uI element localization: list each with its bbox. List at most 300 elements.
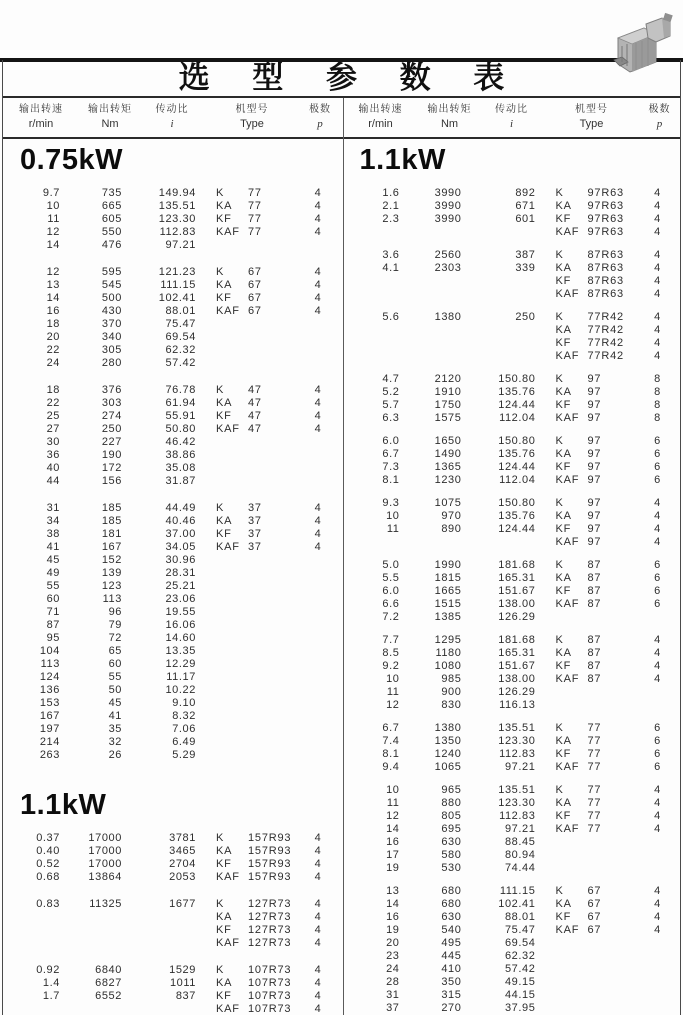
cell-ratio: 55.91 (165, 410, 196, 422)
table-row (16, 593, 342, 606)
cell-output-torque (400, 350, 462, 363)
cell-spacer (196, 410, 216, 423)
table-row (356, 523, 682, 536)
cell-output-speed: 7.3 (382, 461, 400, 473)
cell-spacer (196, 684, 216, 697)
cell-type-prefix: K (216, 898, 225, 910)
table-block (356, 373, 682, 425)
cell-poles (300, 449, 336, 462)
table-row (356, 226, 682, 239)
cell-spacer (536, 474, 556, 487)
cell-poles: 4 (654, 200, 661, 212)
cell-type-prefix: KA (555, 572, 572, 584)
cell-spacer (536, 262, 556, 275)
cell-poles (300, 645, 336, 658)
cell-type-size (248, 736, 300, 749)
cell-type-prefix (216, 344, 248, 357)
cell-output-speed: 23 (386, 950, 400, 962)
cell-output-torque: 96 (108, 606, 122, 618)
cell-output-speed: 7.7 (382, 634, 400, 646)
cell-output-speed: 3.6 (382, 249, 400, 261)
cell-type-prefix: KF (555, 337, 572, 349)
cell-type-prefix (216, 697, 248, 710)
cell-type-size: 67 (587, 898, 602, 910)
table-row (356, 598, 682, 611)
cell-ratio: 25.21 (165, 580, 196, 592)
cell-output-torque: 1230 (434, 474, 462, 486)
cell-type-size: 77R42 (587, 337, 624, 349)
cell-spacer (536, 337, 556, 350)
cell-ratio: 1677 (169, 898, 196, 910)
column-header-unit: i (170, 118, 174, 130)
cell-output-torque: 172 (101, 462, 122, 474)
cell-spacer (536, 510, 556, 523)
table-block (356, 722, 682, 774)
cell-ratio: 150.80 (498, 497, 536, 509)
table-block (356, 634, 682, 712)
cell-output-torque (400, 288, 462, 301)
table-row (356, 412, 682, 425)
cell-spacer (536, 226, 556, 239)
cell-output-speed: 37 (386, 1002, 400, 1014)
table-row (16, 964, 342, 977)
cell-spacer (196, 528, 216, 541)
cell-type-prefix: KAF (555, 823, 580, 835)
cell-ratio: 44.15 (504, 989, 536, 1001)
cell-type-prefix: KA (216, 397, 233, 409)
cell-type-size: 97 (587, 412, 602, 424)
cell-spacer (536, 1002, 556, 1015)
cell-poles: 6 (654, 559, 661, 571)
cell-spacer (196, 292, 216, 305)
cell-poles (640, 862, 676, 875)
table-row (356, 572, 682, 585)
cell-spacer (536, 797, 556, 810)
cell-spacer (196, 213, 216, 226)
cell-poles: 4 (314, 977, 322, 989)
table-row (356, 585, 682, 598)
cell-output-speed (16, 911, 60, 924)
cell-type-size: 87R63 (587, 275, 624, 287)
column-header-unit: r/min (368, 118, 393, 130)
cell-poles: 6 (654, 448, 661, 460)
cell-ratio: 75.47 (504, 924, 536, 936)
cell-spacer (196, 645, 216, 658)
table-row (16, 671, 342, 684)
table-row (356, 963, 682, 976)
cell-type-prefix: KAF (555, 474, 580, 486)
cell-type-prefix: K (216, 187, 225, 199)
cell-output-speed: 12 (46, 226, 60, 238)
cell-type-prefix: KF (555, 213, 572, 225)
cell-poles: 4 (654, 673, 661, 685)
cell-output-torque: 181 (101, 528, 122, 540)
cell-output-speed: 20 (386, 937, 400, 949)
cell-type-size: 47 (248, 423, 262, 435)
cell-poles: 4 (654, 911, 661, 923)
cell-type-prefix: KAF (216, 305, 240, 317)
cell-output-torque: 227 (101, 436, 122, 448)
cell-type-prefix: KF (555, 810, 572, 822)
cell-spacer (536, 976, 556, 989)
cell-spacer (196, 593, 216, 606)
cell-ratio: 102.41 (498, 898, 536, 910)
cell-poles: 4 (314, 279, 322, 291)
cell-poles: 6 (654, 748, 661, 760)
cell-ratio: 7.06 (172, 723, 196, 735)
cell-poles: 6 (654, 761, 661, 773)
cell-ratio: 135.76 (498, 448, 536, 460)
table-block (16, 502, 342, 762)
cell-ratio: 671 (515, 200, 536, 212)
cell-type-size: 87 (587, 598, 602, 610)
cell-output-speed: 2.3 (382, 213, 400, 225)
table-row (16, 858, 342, 871)
cell-ratio: 138.00 (498, 598, 536, 610)
cell-output-torque: 890 (441, 523, 462, 535)
cell-poles: 4 (314, 305, 322, 317)
cell-spacer (536, 350, 556, 363)
cell-poles (300, 671, 336, 684)
cell-spacer (196, 658, 216, 671)
cell-output-torque: 476 (101, 239, 122, 251)
cell-ratio: 135.51 (498, 722, 536, 734)
cell-output-speed: 44 (46, 475, 60, 487)
cell-output-torque: 65 (108, 645, 122, 657)
cell-spacer (196, 475, 216, 488)
cell-output-torque: 1750 (434, 399, 462, 411)
cell-spacer (536, 989, 556, 1002)
table-row (356, 911, 682, 924)
cell-spacer (536, 598, 556, 611)
cell-output-speed: 11 (386, 523, 400, 535)
cell-type-size: 67 (587, 885, 602, 897)
cell-output-torque: 680 (441, 885, 462, 897)
cell-poles: 4 (314, 515, 322, 527)
table-row (16, 462, 342, 475)
cell-output-speed: 5.6 (382, 311, 400, 323)
cell-spacer (536, 585, 556, 598)
cell-output-speed: 14 (386, 823, 400, 835)
cell-type-size: 67 (248, 292, 262, 304)
cell-output-torque: 305 (101, 344, 122, 356)
cell-type-size (248, 632, 300, 645)
cell-output-speed: 60 (46, 593, 60, 605)
cell-ratio: 339 (515, 262, 536, 274)
cell-poles: 6 (654, 435, 661, 447)
cell-output-speed: 40 (46, 462, 60, 474)
cell-spacer (196, 671, 216, 684)
power-section (16, 143, 342, 762)
cell-spacer (196, 871, 216, 884)
cell-output-torque: 680 (441, 898, 462, 910)
table-row (356, 559, 682, 572)
cell-type-size: 67 (587, 924, 602, 936)
cell-poles: 6 (654, 474, 661, 486)
cell-output-speed: 13 (46, 279, 60, 291)
cell-output-torque: 6827 (95, 977, 122, 989)
cell-type-size: 97 (587, 386, 602, 398)
cell-output-torque: 315 (441, 989, 462, 1001)
cell-output-torque: 695 (441, 823, 462, 835)
cell-output-torque: 445 (441, 950, 462, 962)
cell-poles: 4 (654, 823, 661, 835)
cell-type-prefix: K (216, 384, 225, 396)
cell-output-torque: 376 (101, 384, 122, 396)
section-title: 0.75kW (20, 144, 123, 176)
cell-poles (300, 331, 336, 344)
cell-type-prefix: K (555, 311, 564, 323)
cell-ratio (462, 536, 536, 549)
cell-poles: 4 (654, 226, 661, 238)
cell-type-size (588, 937, 640, 950)
cell-ratio: 23.06 (165, 593, 196, 605)
cell-type-size: 97 (587, 373, 602, 385)
cell-poles: 4 (654, 311, 661, 323)
cell-output-speed (356, 337, 400, 350)
cell-type-prefix (556, 836, 588, 849)
cell-ratio: 102.41 (158, 292, 196, 304)
page-title: 选 型 参 数 表 (178, 60, 522, 95)
cell-ratio: 10.22 (165, 684, 196, 696)
cell-spacer (536, 213, 556, 226)
cell-ratio: 126.29 (498, 686, 536, 698)
cell-output-speed (356, 350, 400, 363)
cell-ratio: 112.04 (499, 474, 536, 486)
cell-output-torque: 1240 (434, 748, 462, 760)
cell-spacer (196, 502, 216, 515)
cell-output-torque: 1990 (434, 559, 462, 571)
cell-type-size: 107R73 (248, 977, 292, 989)
cell-poles (300, 462, 336, 475)
cell-output-torque: 50 (108, 684, 122, 696)
cell-spacer (196, 845, 216, 858)
cell-spacer (196, 226, 216, 239)
cell-output-torque: 303 (101, 397, 122, 409)
cell-type-prefix: K (216, 502, 225, 514)
cell-output-speed: 14 (386, 898, 400, 910)
cell-poles (300, 318, 336, 331)
cell-ratio: 387 (515, 249, 536, 261)
cell-type-size: 37 (248, 515, 262, 527)
cell-ratio: 3465 (169, 845, 196, 857)
cell-output-torque: 6840 (95, 964, 122, 976)
cell-output-torque: 152 (101, 554, 122, 566)
cell-output-torque: 139 (101, 567, 122, 579)
cell-spacer (196, 964, 216, 977)
cell-type-prefix: KF (216, 858, 232, 870)
cell-output-speed: 2.1 (382, 200, 400, 212)
cell-ratio: 46.42 (165, 436, 196, 448)
cell-poles: 4 (654, 350, 661, 362)
cell-type-prefix: KA (555, 200, 572, 212)
cell-poles: 4 (314, 937, 322, 949)
cell-type-prefix: KAF (555, 226, 580, 238)
cell-type-size: 67 (587, 911, 602, 923)
cell-ratio: 837 (175, 990, 196, 1002)
cell-type-size: 47 (248, 410, 262, 422)
cell-output-speed: 1.7 (42, 990, 60, 1002)
cell-poles: 4 (314, 423, 322, 435)
section-title: 1.1kW (20, 789, 107, 821)
table-row (356, 200, 682, 213)
cell-type-size: 97 (587, 474, 602, 486)
cell-poles: 4 (654, 510, 661, 522)
cell-spacer (196, 567, 216, 580)
cell-type-size (248, 239, 300, 252)
cell-type-prefix (216, 684, 248, 697)
cell-output-speed: 9.3 (382, 497, 400, 509)
table-row (356, 474, 682, 487)
cell-ratio: 69.54 (504, 937, 536, 949)
cell-output-torque: 190 (101, 449, 122, 461)
cell-output-torque: 250 (101, 423, 122, 435)
cell-output-speed: 20 (46, 331, 60, 343)
table-row (356, 399, 682, 412)
cell-type-size: 127R73 (248, 911, 292, 923)
cell-output-torque: 900 (441, 686, 462, 698)
cell-ratio (462, 324, 536, 337)
cell-poles (640, 976, 676, 989)
cell-output-torque: 1575 (434, 412, 462, 424)
table-block (356, 497, 682, 549)
cell-output-torque (60, 911, 122, 924)
cell-ratio: 112.04 (499, 412, 536, 424)
table-row (16, 541, 342, 554)
cell-type-prefix: K (216, 832, 225, 844)
cell-type-size: 77 (248, 187, 262, 199)
cell-output-torque: 274 (101, 410, 122, 422)
column-header-unit: p (656, 118, 663, 130)
cell-ratio: 62.32 (165, 344, 196, 356)
cell-poles (640, 950, 676, 963)
cell-output-speed: 5.2 (382, 386, 400, 398)
table-block (356, 249, 682, 301)
cell-output-speed: 4.7 (382, 373, 400, 385)
table-row (356, 435, 682, 448)
cell-ratio: 151.67 (498, 660, 536, 672)
cell-output-torque: 545 (101, 279, 122, 291)
cell-output-torque: 530 (441, 862, 462, 874)
cell-output-torque: 17000 (88, 845, 122, 857)
cell-output-torque: 370 (101, 318, 122, 330)
cell-output-speed: 6.0 (382, 585, 400, 597)
cell-output-speed: 0.92 (36, 964, 60, 976)
table-row (356, 924, 682, 937)
cell-type-size: 77 (587, 823, 602, 835)
cell-type-size: 157R93 (248, 871, 292, 883)
cell-ratio: 74.44 (504, 862, 536, 874)
cell-type-prefix: KA (555, 735, 572, 747)
cell-ratio: 76.78 (165, 384, 196, 396)
cell-poles: 4 (654, 885, 661, 897)
cell-ratio: 97.21 (165, 239, 196, 251)
cell-output-speed (356, 536, 400, 549)
cell-poles: 4 (314, 541, 322, 553)
table-row (16, 436, 342, 449)
cell-output-torque: 1515 (434, 598, 462, 610)
table-row (16, 344, 342, 357)
cell-type-size (588, 849, 640, 862)
column-header-label: 传动比 (495, 104, 528, 115)
cell-type-size: 77 (587, 761, 602, 773)
section-title: 1.1kW (359, 144, 446, 176)
cell-spacer (196, 554, 216, 567)
table-row (356, 810, 682, 823)
cell-poles: 4 (314, 226, 322, 238)
cell-output-speed: 10 (386, 784, 400, 796)
cell-ratio: 88.45 (504, 836, 536, 848)
cell-ratio: 16.06 (165, 619, 196, 631)
table-row (356, 249, 682, 262)
table-row (16, 977, 342, 990)
column-header-unit: i (509, 118, 514, 130)
power-section (16, 788, 342, 1015)
cell-type-size: 107R73 (248, 1003, 292, 1015)
table-row (16, 200, 342, 213)
cell-poles: 8 (654, 412, 661, 424)
cell-spacer (536, 823, 556, 836)
cell-type-prefix: KF (555, 399, 572, 411)
cell-ratio: 57.42 (504, 963, 536, 975)
cell-type-prefix: KAF (216, 871, 240, 883)
table-row (356, 324, 682, 337)
cell-output-torque (400, 324, 462, 337)
cell-spacer (536, 373, 556, 386)
cell-output-torque: 45 (108, 697, 122, 709)
table-row (16, 292, 342, 305)
cell-spacer (196, 1003, 216, 1015)
cell-spacer (196, 515, 216, 528)
cell-type-prefix: KF (555, 660, 572, 672)
cell-output-speed (16, 937, 60, 950)
table-row (16, 266, 342, 279)
column-header-unit: Type (240, 118, 264, 130)
cell-output-speed: 10 (46, 200, 60, 212)
cell-type-size: 87 (587, 673, 602, 685)
cell-output-torque: 2303 (434, 262, 462, 274)
cell-type-prefix: KF (216, 990, 232, 1002)
cell-ratio: 14.60 (165, 632, 196, 644)
cell-type-size: 87 (587, 559, 602, 571)
cell-output-speed (16, 1003, 60, 1015)
cell-output-speed: 87 (46, 619, 60, 631)
cell-type-prefix: K (555, 559, 564, 571)
cell-type-prefix (556, 1002, 588, 1015)
cell-output-speed: 6.6 (382, 598, 400, 610)
table-row (356, 950, 682, 963)
cell-type-size: 77 (587, 735, 602, 747)
cell-spacer (196, 318, 216, 331)
cell-type-prefix (556, 950, 588, 963)
cell-type-prefix (216, 632, 248, 645)
cell-poles: 4 (654, 523, 661, 535)
cell-output-torque: 830 (441, 699, 462, 711)
cell-type-size (248, 357, 300, 370)
cell-output-torque: 13864 (88, 871, 122, 883)
cell-type-size: 87R63 (587, 288, 624, 300)
table-row (356, 647, 682, 660)
cell-poles: 4 (314, 187, 322, 199)
cell-output-torque: 665 (101, 200, 122, 212)
cell-output-speed: 0.40 (36, 845, 60, 857)
table-row (16, 475, 342, 488)
cell-spacer (196, 541, 216, 554)
cell-type-size (248, 671, 300, 684)
cell-poles (300, 606, 336, 619)
table-row (356, 735, 682, 748)
table-block (356, 187, 682, 239)
